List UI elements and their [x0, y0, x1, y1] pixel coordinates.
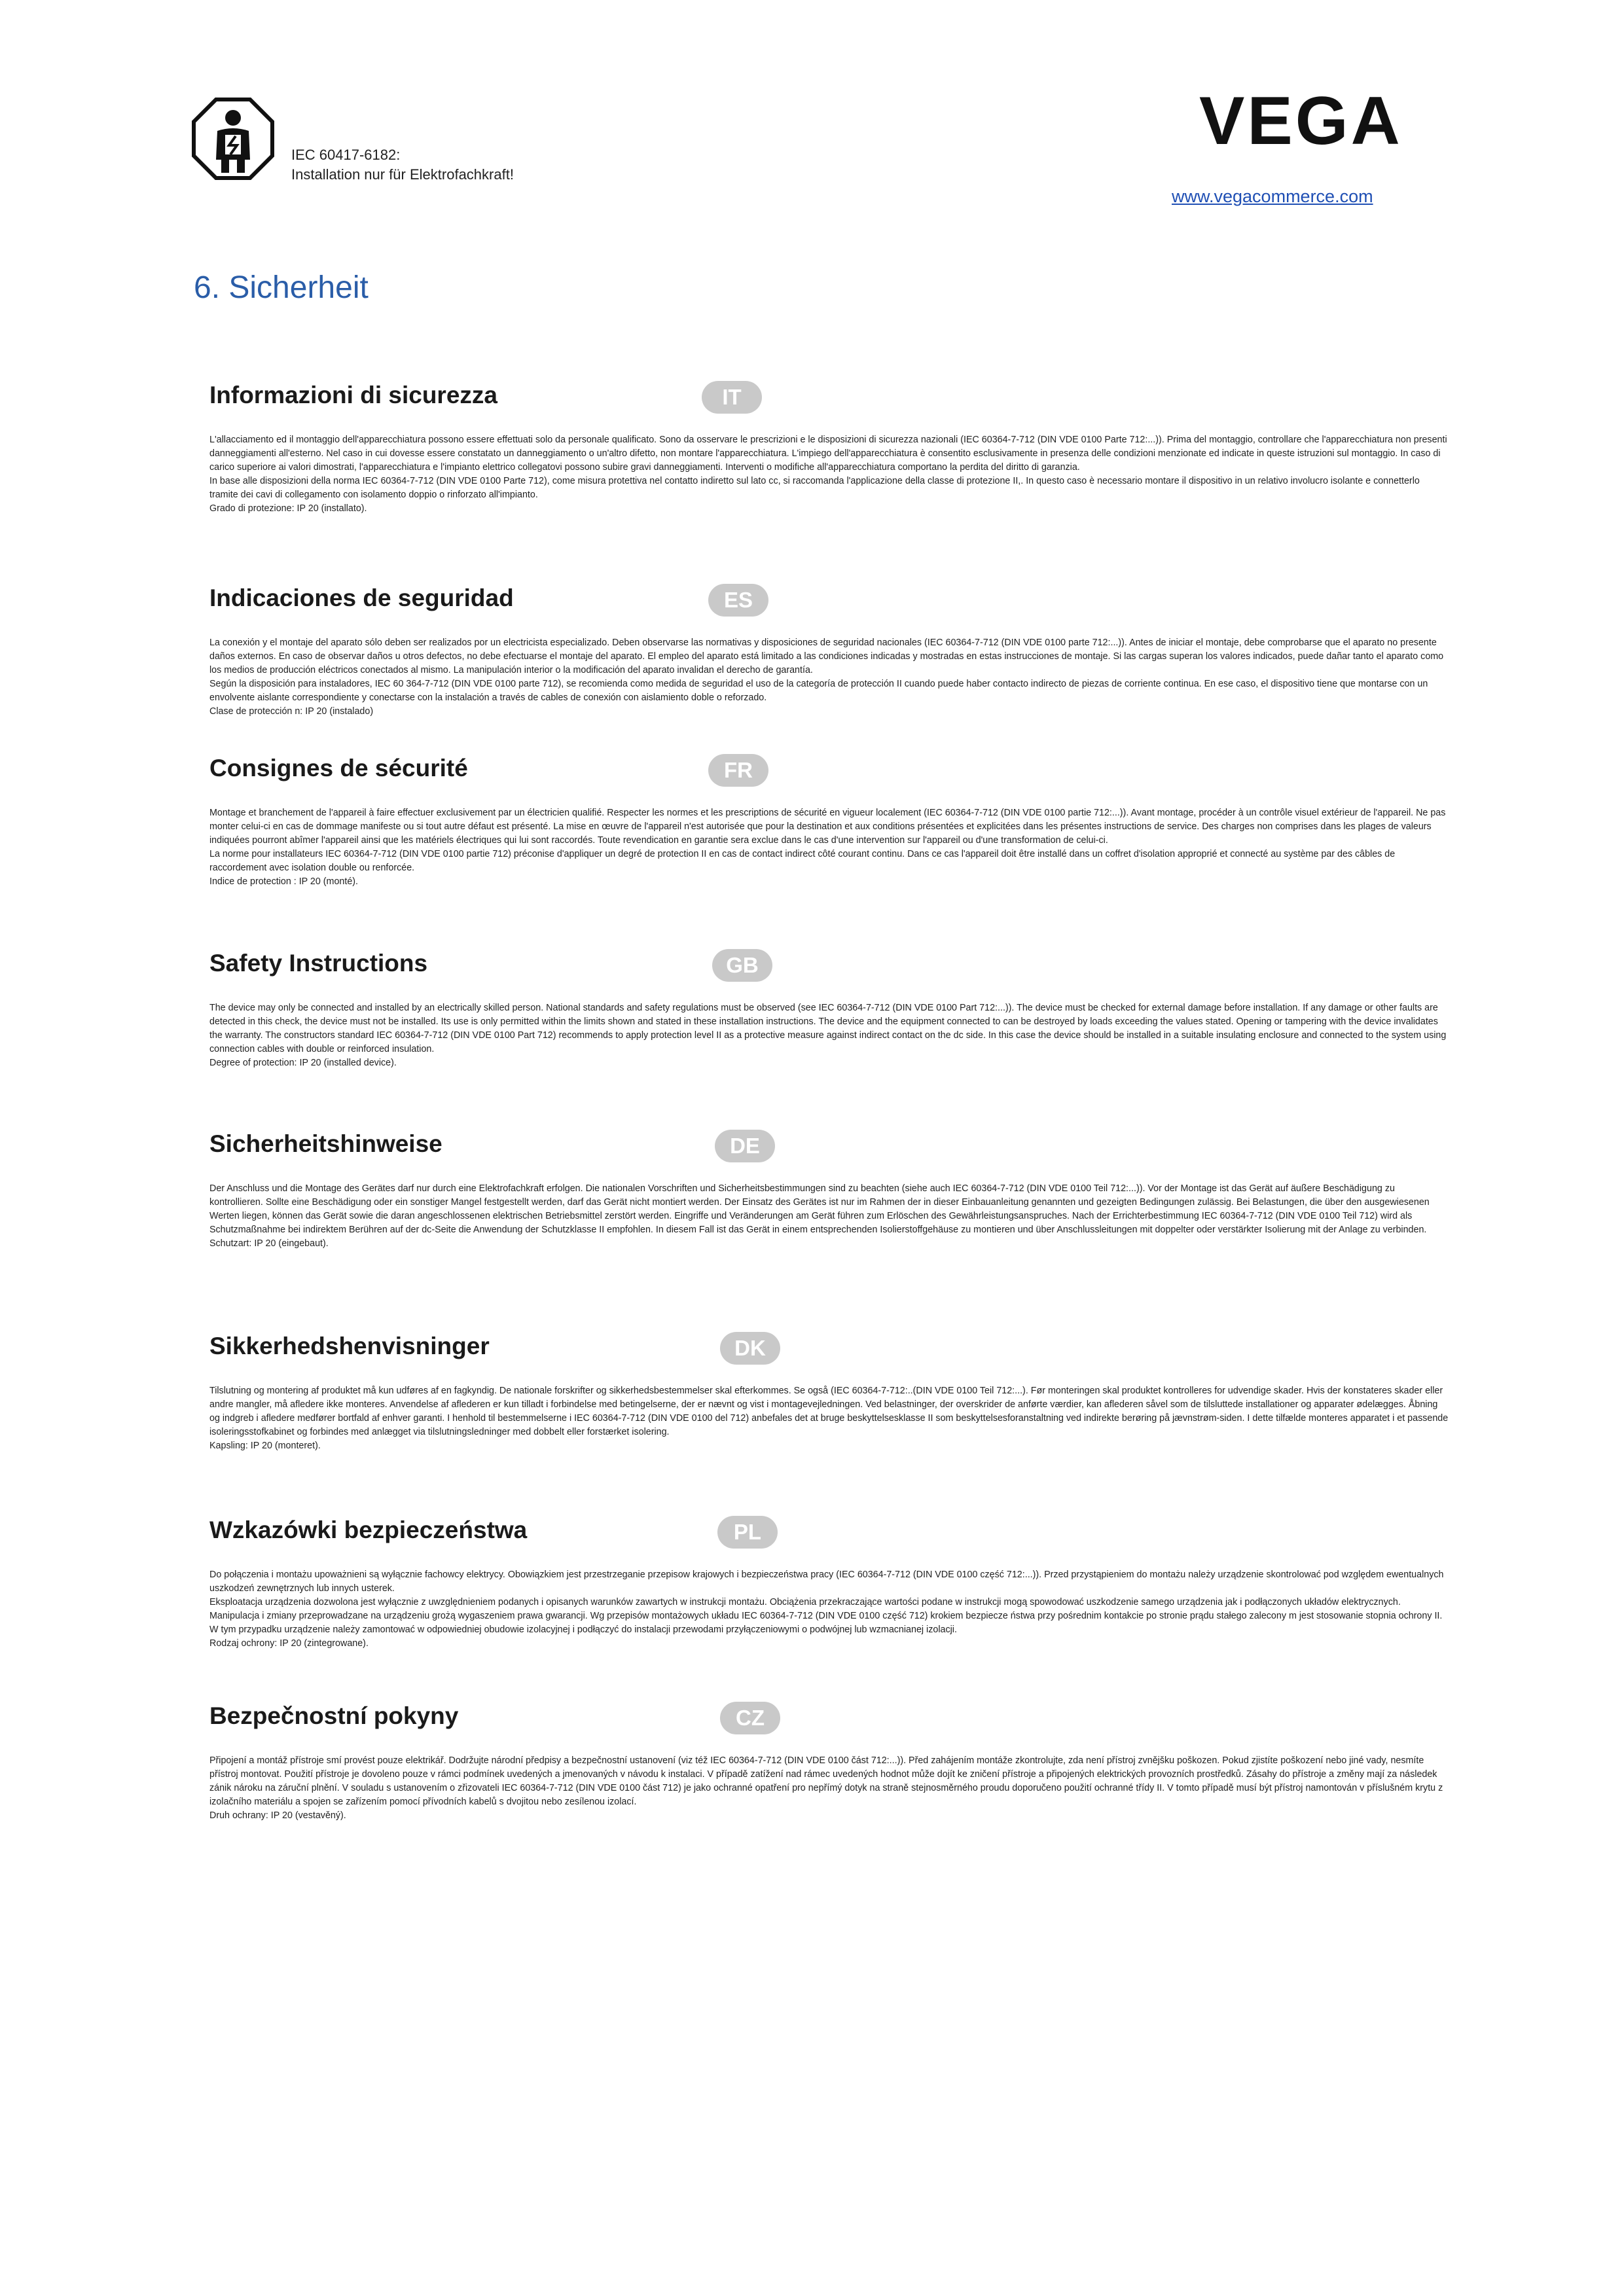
protection-rating: Rodzaj ochrony: IP 20 (zintegrowane).	[209, 1638, 369, 1649]
section-text-2: In base alle disposizioni della norma IEC 60364-7-712 (DIN VDE 0100 Parte 712), come misura protettiva nel contatto indiretto sul lato cc, si raccomanda l'applicazione della classe di protezione II,. In questo caso è necessario montare il dispositivo in un relativo involucro isolante e connetterlo tramite dei cavi di collegamento con isolamento doppio o rinforzato all'impianto.	[209, 476, 1420, 500]
protection-rating: Druh ochrany: IP 20 (vestavěný).	[209, 1810, 346, 1821]
section-gb	[209, 948, 1450, 1070]
section-es	[209, 583, 1450, 719]
language-badge: DK	[720, 1332, 780, 1365]
electrical-installer-icon	[191, 97, 275, 181]
language-badge: GB	[712, 949, 772, 982]
section-body	[209, 1182, 1450, 1251]
protection-rating: Kapsling: IP 20 (monteret).	[209, 1441, 321, 1451]
section-text: Připojení a montáž přístroje smí provést pouze elektrikář. Dodržujte národní předpisy a bezpečnostní ustanovení (viz též IEC 60364-7-712 (DIN VDE 0100 část 712:...)). Před zahájením montáže zkontrolujte, zda není přístroj zvnějšku poškozen. Pokud zjistíte poškození nebo jiné vady, nesmíte přístroj montovat. Použití přístroje je dovoleno pouze v rámci podmínek uvedených a jmenovaných v návodu k instalaci. V případě zatížení nad rámec uvedených hodnot může dojít ke zničení přístroje a připojených elektrických provozních prostředků. Zásahy do přístroje a změny mají za následek zánik nároku na záruční plnění. V souladu s ustanovením o zřizovateli IEC 60364-7-712 (DIN VDE 0100 část 712) je jako ochranné opatření pro nepřímý dotyk na straně stejnosměrného proudu doporučeno použití ochranné třídy II. V tomto případě musí být přístroj namontován v příslušném krytu z izolačního materiálu a spojen se zařízením pomocí přívodních kabelů s dvojitou nebo zesílenou izolací.	[209, 1755, 1443, 1807]
section-body	[209, 1754, 1450, 1823]
section-heading: Consignes de sécurité	[209, 755, 468, 781]
standard-reference: IEC 60417-6182:	[291, 147, 401, 163]
section-text: La conexión y el montaje del aparato sólo deben ser realizados por un electricista especializado. Deben observarse las normativas y disposiciones de seguridad nacionales (IEC 60364-7-712 (DIN VDE 0100 parte 712:...)). Antes de iniciar el montaje, debe comprobarse que el aparato no presente daños externos. En caso de observar daños u otros defectos, no debe efectuarse el montaje del aparato. El empleo del aparato está limitado a las condiciones indicadas y mostradas en estas instrucciones de montaje. Si las cargas superan los valores indicados, puede dañar tanto el aparato como los medios de producción eléctricos conectados al mismo. La manipulación interior o la modificación del aparato invalidan el derecho de garantía.	[209, 637, 1444, 675]
section-text: L'allacciamento ed il montaggio dell'apparecchiatura possono essere effettuati solo da personale qualificato. Sono da osservare le prescrizioni e le disposizioni di sicurezza nazionali (IEC 60364-7-712 (DIN VDE 0100 Parte 712:...)). Prima del montaggio, controllare che l'apparecchiatura non presenti danneggiamenti all'esterno. Nel caso in cui dovesse essere constatato un danneggiamento o un'altro difetto, non montare l'apparecchiatura. L'impiego dell'apparecchiatura è consentito esclusivamente in presenza delle condizioni menzionate ed indicate in queste istruzioni sul montaggio. In caso di carico superiore ai valori dimostrati, l'apparecchiatura e l'impianto elettrico collegatovi possono subire gravi danneggiamenti. Interventi o modifiche all'apparecchiatura comportano la perdita del diritto di garanzia.	[209, 435, 1447, 473]
section-dk	[209, 1331, 1450, 1453]
section-text: Do połączenia i montażu upoważnieni są wyłącznie fachowcy elektrycy. Obowiązkiem jest przestrzeganie przepisow krajowych i bezpieczeństwa pracy (IEC 60364-7-712 (DIN VDE 0100 część 712:...)). Przed przystąpieniem do montażu należy urządzenie skontrolować pod względem ewentualnych uszkodzeń zewnętrznych lub innych usterek.	[209, 1570, 1444, 1594]
section-text-2: La norme pour installateurs IEC 60364-7-712 (DIN VDE 0100 partie 712) préconise d'appliquer un degré de protection II en cas de contact indirect côté courant continu. Dans ce cas l'appareil doit être installé dans un coffret d'isolation approprié et connecté au système par des câbles de raccordement avec isolation double ou renforcée.	[209, 849, 1396, 873]
section-it	[209, 380, 1450, 516]
section-body	[209, 636, 1450, 719]
section-text: Montage et branchement de l'appareil à faire effectuer exclusivement par un électricien qualifié. Respecter les normes et les prescriptions de sécurité en vigueur localement (IEC 60364-7-712 (DIN VDE 0100 partie 712:...)). Avant montage, procéder à un contrôle visuel extérieur de l'appareil. Ne pas monter celui-ci en cas de dommage manifeste ou si tout autre défaut est présenté. La mise en œuvre de l'appareil n'est autorisée que pour la destination et aux conditions présentées et explicitées dans les présentes instructions de service. Des charges non comprises dans les plages de valeurs indiquées pourront abîmer l'appareil ainsi que les matériels électriques qui lui sont raccordés. Toute revendication en garantie sera exclue dans le cas d'une intervention sur l'appareil ou d'une transformation de celui-ci.	[209, 808, 1446, 846]
section-cz	[209, 1700, 1450, 1823]
installation-note: Installation nur für Elektrofachkraft!	[291, 166, 514, 183]
protection-rating: Degree of protection: IP 20 (installed device).	[209, 1058, 397, 1068]
language-badge: IT	[702, 381, 762, 414]
section-pl	[209, 1515, 1450, 1651]
section-body	[209, 433, 1450, 516]
language-badge: DE	[715, 1130, 775, 1162]
protection-rating: Grado di protezione: IP 20 (installato).	[209, 503, 367, 514]
section-body	[209, 1384, 1450, 1453]
protection-rating: Schutzart: IP 20 (eingebaut).	[209, 1238, 329, 1249]
website-link[interactable]: www.vegacommerce.com	[1172, 187, 1373, 206]
section-text: Der Anschluss und die Montage des Gerätes darf nur durch eine Elektrofachkraft erfolgen. Die nationalen Vorschriften und Sicherheitsbestimmungen sind zu beachten (siehe auch IEC 60364-7-712 (DIN VDE 0100 Teil 712:...)). Vor der Montage ist das Gerät auf äußere Beschädigung zu kontrollieren. Sollte eine Beschädigung oder ein sonstiger Mangel festgestellt werden, darf das Gerät nicht montiert werden. Der Einsatz des Gerätes ist nur im Rahmen der in dieser Einbauanleitung genannten und gezeigten Bedingungen zulässig. Bei Belastungen, die über den ausgewiesenen Werten liegen, können das Gerät sowie die daran angeschlossenen elektrischen Betriebsmittel zerstört werden. Eingriffe und Veränderungen am Gerät führen zum Erlöschen des Gewährleistungsanspruches. Nach der Errichterbestimmung IEC 60364-7-712 (DIN VDE 0100 Teil 712) wird als Schutzmaßnahme bei indirektem Berühren auf der dc-Seite die Anwendung der Schutzklasse II empfohlen. In diesem Fall ist das Gerät in einem entsprechenden Isolierstoffgehäuse zu montieren und über Anschlussleitungen mit doppelter oder verstärkter Isolierung mit der Anlage zu verbinden.	[209, 1183, 1430, 1235]
section-de	[209, 1128, 1450, 1251]
section-text-2: Según la disposición para instaladores, IEC 60 364-7-712 (DIN VDE 0100 parte 712), se recomienda como medida de seguridad el uso de la categoría de protección II cuando puede haber contacto indirecto de piezas de corriente continua. En ese caso, el dispositivo tiene que montarse con un envolvente aislante correspondiente y conectarse con la instalación a través de cables de conexión con aislamiento doble o reforzado.	[209, 679, 1428, 703]
language-badge: FR	[708, 754, 768, 787]
vega-logo: VEGA	[1199, 83, 1403, 159]
section-text: Tilslutning og montering af produktet må kun udføres af en fagkyndig. De nationale forskrifter og sikkerhedsbestemmelser skal efterkommes. Se også (IEC 60364-7-712:..(DIN VDE 0100 Teil 712:...). Før monteringen skal produktet kontrolleres for udvendige skader. Hvis der konstateres skader eller andre mangler, må afledere ikke monteres. Anvendelse af aflederen er kun tilladt i forbindelse med betingelserne, der er nævnt og vist i montagevejledningen. Ved belastninger, der overskrider de anførte værdier, kan aflederen såvel som de tilsluttede installationer og apparater ødelægges. Åbning og indgreb i afledere medfører bortfald af enhver garanti. I henhold til bestemmelserne i IEC 60364-7-712 (DIN VDE 0100 del 712) anbefales det at bruge beskyttelsesklasse II som beskyttelsesforanstaltning ved indirekte berøring på jævnstrøm-siden. I dette tilfælde monteres apparatet i et passende isoleringsstofkabinet og forbindes med anlægget via tilslutningsledninger med dobbelt eller forstærket isolering.	[209, 1386, 1449, 1437]
language-badge: ES	[708, 584, 768, 617]
section-body	[209, 806, 1450, 889]
protection-rating: Clase de protección n: IP 20 (instalado)	[209, 706, 374, 717]
page-title: 6. Sicherheit	[194, 270, 369, 305]
section-body	[209, 1001, 1450, 1070]
protection-rating: Indice de protection : IP 20 (monté).	[209, 876, 359, 887]
section-text-2: Eksploatacja urządzenia dozwolona jest wyłącznie z uwzględnieniem podanych i opisanych warunków zawartych w instrukcji montażu. Obciążenia przekraczające wartości podane w instrukcji mogą spowodować uszkodzenie samego urządzenia jak i podłączonych układów elektrycznych. Manipulacja i zmiany przeprowadzane na urządzeniu grożą wygaszeniem prawa gwarancji. Wg przepisów montażowych układu IEC 60364-7-712 (DIN VDE 0100 część 712) krokiem bezpiecze ństwa przy pośrednim kontakcie po stronie prądu stałego zalecony m jest stosowanie stopnia ochrony II. W tym przypadku urządzenie należy zamontować w odpowiedniej obudowie izolacyjnej i podłączyć do instalacji przewodami przyłączeniowymi o podwójnej lub wzmacnianej izolacji.	[209, 1597, 1443, 1635]
section-text: The device may only be connected and installed by an electrically skilled person. National standards and safety regulations must be observed (see IEC 60364-7-712 (DIN VDE 0100 Part 712:...)). The device must be checked for external damage before installation. If any damage or other faults are detected in this check, the device must not be installed. Its use is only permitted within the limits shown and stated in these installation instructions. The device and the equipment connected to can be destroyed by loads exceeding the values stated. Opening or tampering with the device invalidates the warranty. The constructors standard IEC 60364-7-712 (DIN VDE 0100 Part 712) recommends to apply protection level II as a protective measure against indirect contact on the dc side. In this case the device should be installed in a suitable insulating enclosure and connected to the system using connection cables with double or reinforced insulation.	[209, 1003, 1447, 1054]
installation-warning	[291, 145, 514, 185]
section-heading: Safety Instructions	[209, 950, 428, 977]
section-heading: Indicaciones de seguridad	[209, 584, 514, 611]
section-heading: Wzkazówki bezpieczeństwa	[209, 1516, 528, 1543]
section-heading: Sicherheitshinweise	[209, 1130, 442, 1157]
language-badge: PL	[717, 1516, 778, 1549]
section-fr	[209, 753, 1450, 889]
language-badge: CZ	[720, 1702, 780, 1734]
section-heading: Sikkerhedshenvisninger	[209, 1333, 490, 1359]
section-body	[209, 1568, 1450, 1651]
section-heading: Bezpečnostní pokyny	[209, 1702, 459, 1729]
section-heading: Informazioni di sicurezza	[209, 382, 497, 408]
